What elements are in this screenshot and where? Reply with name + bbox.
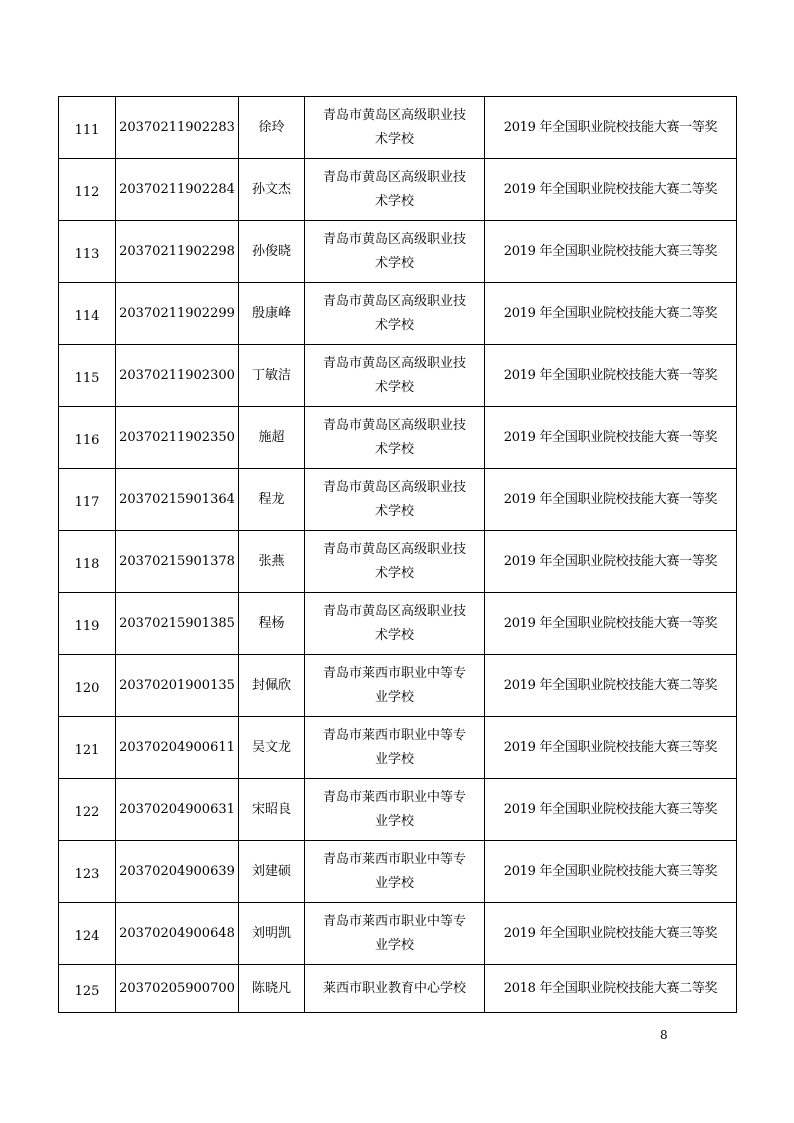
- row-number-cell: [59, 965, 116, 1013]
- row-number-cell: [59, 97, 116, 159]
- school-name: 青岛市莱西市职业中等专业学校: [322, 851, 466, 891]
- award-description-cell: [485, 965, 737, 1013]
- award-description: 2019 年全国职业院校技能大赛三等奖: [503, 863, 718, 879]
- school-name: 青岛市黄岛区高级职业技术学校: [322, 231, 466, 271]
- student-name-cell: [239, 903, 305, 965]
- row-number: 118: [74, 556, 100, 572]
- school-name-cell: [305, 283, 485, 345]
- award-description: 2019 年全国职业院校技能大赛二等奖: [503, 677, 718, 693]
- student-name: 刘明凯: [251, 925, 291, 941]
- candidate-id-cell: [116, 221, 239, 283]
- row-number: 115: [74, 370, 100, 386]
- candidate-id-cell: [116, 531, 239, 593]
- school-name: 青岛市莱西市职业中等专业学校: [322, 913, 466, 953]
- candidate-id-cell: [116, 469, 239, 531]
- award-description: 2019 年全国职业院校技能大赛一等奖: [503, 553, 718, 569]
- award-description-cell: [485, 841, 737, 903]
- candidate-id: 20370211902298: [119, 243, 235, 259]
- candidate-id: 20370215901364: [119, 491, 235, 507]
- row-number-cell: [59, 841, 116, 903]
- candidate-id-cell: [116, 407, 239, 469]
- student-name-cell: [239, 717, 305, 779]
- row-number-cell: [59, 407, 116, 469]
- award-description-cell: [485, 221, 737, 283]
- candidate-id: 20370205900700: [119, 980, 235, 996]
- student-name: 张燕: [258, 553, 285, 569]
- row-number-cell: [59, 469, 116, 531]
- award-description-cell: [485, 345, 737, 407]
- candidate-id: 20370211902350: [119, 429, 235, 445]
- candidate-id-cell: [116, 593, 239, 655]
- row-number: 112: [74, 184, 100, 200]
- candidate-id: 20370204900631: [119, 801, 235, 817]
- award-description: 2019 年全国职业院校技能大赛一等奖: [503, 367, 718, 383]
- table-row: [59, 407, 737, 469]
- candidate-id-cell: [116, 779, 239, 841]
- candidate-id: 20370204900611: [119, 739, 235, 755]
- table-row: [59, 283, 737, 345]
- student-name: 丁敏洁: [251, 367, 291, 383]
- school-name-cell: [305, 903, 485, 965]
- award-description-cell: [485, 469, 737, 531]
- row-number: 114: [74, 308, 100, 324]
- student-name-cell: [239, 531, 305, 593]
- school-name-cell: [305, 221, 485, 283]
- candidate-id: 20370204900648: [119, 925, 235, 941]
- award-description: 2019 年全国职业院校技能大赛二等奖: [503, 181, 718, 197]
- table-row: [59, 655, 737, 717]
- student-name-cell: [239, 655, 305, 717]
- student-name: 封佩欣: [251, 677, 291, 693]
- row-number: 119: [74, 618, 100, 634]
- school-name-cell: [305, 407, 485, 469]
- table-row: [59, 841, 737, 903]
- school-name: 青岛市黄岛区高级职业技术学校: [322, 107, 466, 147]
- student-name-cell: [239, 965, 305, 1013]
- award-description: 2019 年全国职业院校技能大赛一等奖: [503, 615, 718, 631]
- student-name-cell: [239, 97, 305, 159]
- candidate-id: 20370211902283: [119, 119, 235, 135]
- school-name-cell: [305, 841, 485, 903]
- school-name: 莱西市职业教育中心学校: [322, 980, 466, 996]
- row-number-cell: [59, 345, 116, 407]
- row-number: 117: [74, 494, 100, 510]
- student-name: 吴文龙: [251, 739, 291, 755]
- table-row: [59, 531, 737, 593]
- table-row: [59, 159, 737, 221]
- candidate-id: 20370215901378: [119, 553, 235, 569]
- row-number-cell: [59, 779, 116, 841]
- award-description-cell: [485, 593, 737, 655]
- school-name: 青岛市莱西市职业中等专业学校: [322, 727, 466, 767]
- page-number: 8: [660, 1028, 668, 1042]
- award-description: 2019 年全国职业院校技能大赛三等奖: [503, 801, 718, 817]
- row-number: 124: [74, 928, 100, 944]
- row-number: 123: [74, 866, 100, 882]
- award-description-cell: [485, 779, 737, 841]
- candidate-id-cell: [116, 965, 239, 1013]
- student-name-cell: [239, 221, 305, 283]
- candidate-id-cell: [116, 283, 239, 345]
- student-name-cell: [239, 345, 305, 407]
- candidate-id-cell: [116, 655, 239, 717]
- row-number: 121: [74, 742, 100, 758]
- table-row: [59, 469, 737, 531]
- table-row: [59, 221, 737, 283]
- candidate-id-cell: [116, 717, 239, 779]
- candidate-id-cell: [116, 159, 239, 221]
- student-name: 殷康峰: [251, 305, 291, 321]
- school-name-cell: [305, 593, 485, 655]
- row-number-cell: [59, 531, 116, 593]
- student-name-cell: [239, 159, 305, 221]
- row-number: 120: [74, 680, 100, 696]
- table-row: [59, 717, 737, 779]
- row-number-cell: [59, 159, 116, 221]
- student-name-cell: [239, 469, 305, 531]
- student-name: 孙文杰: [251, 181, 291, 197]
- award-description: 2019 年全国职业院校技能大赛三等奖: [503, 739, 718, 755]
- award-description: 2019 年全国职业院校技能大赛一等奖: [503, 429, 718, 445]
- candidate-id: 20370211902300: [119, 367, 235, 383]
- school-name-cell: [305, 345, 485, 407]
- candidate-id: 20370201900135: [119, 677, 235, 693]
- student-name: 陈晓凡: [251, 980, 291, 996]
- award-description: 2019 年全国职业院校技能大赛一等奖: [503, 491, 718, 507]
- row-number-cell: [59, 903, 116, 965]
- school-name: 青岛市黄岛区高级职业技术学校: [322, 417, 466, 457]
- school-name: 青岛市黄岛区高级职业技术学校: [322, 541, 466, 581]
- student-name-cell: [239, 593, 305, 655]
- candidate-id-cell: [116, 345, 239, 407]
- award-description-cell: [485, 531, 737, 593]
- school-name-cell: [305, 779, 485, 841]
- student-name-cell: [239, 779, 305, 841]
- award-description-cell: [485, 97, 737, 159]
- candidate-id: 20370211902299: [119, 305, 235, 321]
- student-name: 刘建硕: [251, 863, 291, 879]
- school-name-cell: [305, 97, 485, 159]
- award-description-cell: [485, 283, 737, 345]
- row-number: 122: [74, 804, 100, 820]
- table-row: [59, 903, 737, 965]
- school-name: 青岛市黄岛区高级职业技术学校: [322, 355, 466, 395]
- award-description-cell: [485, 655, 737, 717]
- row-number-cell: [59, 655, 116, 717]
- school-name-cell: [305, 531, 485, 593]
- row-number-cell: [59, 221, 116, 283]
- table-body: [59, 97, 737, 1013]
- candidate-id: 20370211902284: [119, 181, 235, 197]
- student-name-cell: [239, 283, 305, 345]
- school-name-cell: [305, 655, 485, 717]
- school-name-cell: [305, 469, 485, 531]
- table-row: [59, 779, 737, 841]
- candidate-id-cell: [116, 903, 239, 965]
- award-list-table: [58, 96, 737, 1013]
- row-number: 125: [74, 983, 100, 999]
- student-name: 徐玲: [258, 119, 285, 135]
- student-name-cell: [239, 841, 305, 903]
- award-description: 2019 年全国职业院校技能大赛三等奖: [503, 243, 718, 259]
- school-name-cell: [305, 717, 485, 779]
- award-description-cell: [485, 903, 737, 965]
- student-name: 程龙: [258, 491, 285, 507]
- school-name-cell: [305, 965, 485, 1013]
- row-number: 116: [74, 432, 100, 448]
- row-number: 113: [74, 246, 100, 262]
- award-description-cell: [485, 407, 737, 469]
- candidate-id: 20370204900639: [119, 863, 235, 879]
- student-name: 施超: [258, 429, 285, 445]
- table-row: [59, 965, 737, 1013]
- table-row: [59, 345, 737, 407]
- candidate-id-cell: [116, 97, 239, 159]
- row-number-cell: [59, 593, 116, 655]
- table-row: [59, 97, 737, 159]
- school-name: 青岛市黄岛区高级职业技术学校: [322, 479, 466, 519]
- award-description: 2019 年全国职业院校技能大赛一等奖: [503, 119, 718, 135]
- student-name: 程杨: [258, 615, 285, 631]
- student-name: 宋昭良: [251, 801, 291, 817]
- school-name: 青岛市黄岛区高级职业技术学校: [322, 169, 466, 209]
- candidate-id: 20370215901385: [119, 615, 235, 631]
- row-number: 111: [74, 122, 100, 138]
- award-description: 2019 年全国职业院校技能大赛二等奖: [503, 305, 718, 321]
- candidate-id-cell: [116, 841, 239, 903]
- school-name: 青岛市黄岛区高级职业技术学校: [322, 293, 466, 333]
- row-number-cell: [59, 717, 116, 779]
- school-name: 青岛市莱西市职业中等专业学校: [322, 665, 466, 705]
- award-description: 2019 年全国职业院校技能大赛三等奖: [503, 925, 718, 941]
- student-name-cell: [239, 407, 305, 469]
- table-row: [59, 593, 737, 655]
- school-name: 青岛市黄岛区高级职业技术学校: [322, 603, 466, 643]
- award-description-cell: [485, 159, 737, 221]
- student-name: 孙俊晓: [251, 243, 291, 259]
- award-description: 2018 年全国职业院校技能大赛二等奖: [503, 980, 718, 996]
- school-name: 青岛市莱西市职业中等专业学校: [322, 789, 466, 829]
- school-name-cell: [305, 159, 485, 221]
- row-number-cell: [59, 283, 116, 345]
- award-description-cell: [485, 717, 737, 779]
